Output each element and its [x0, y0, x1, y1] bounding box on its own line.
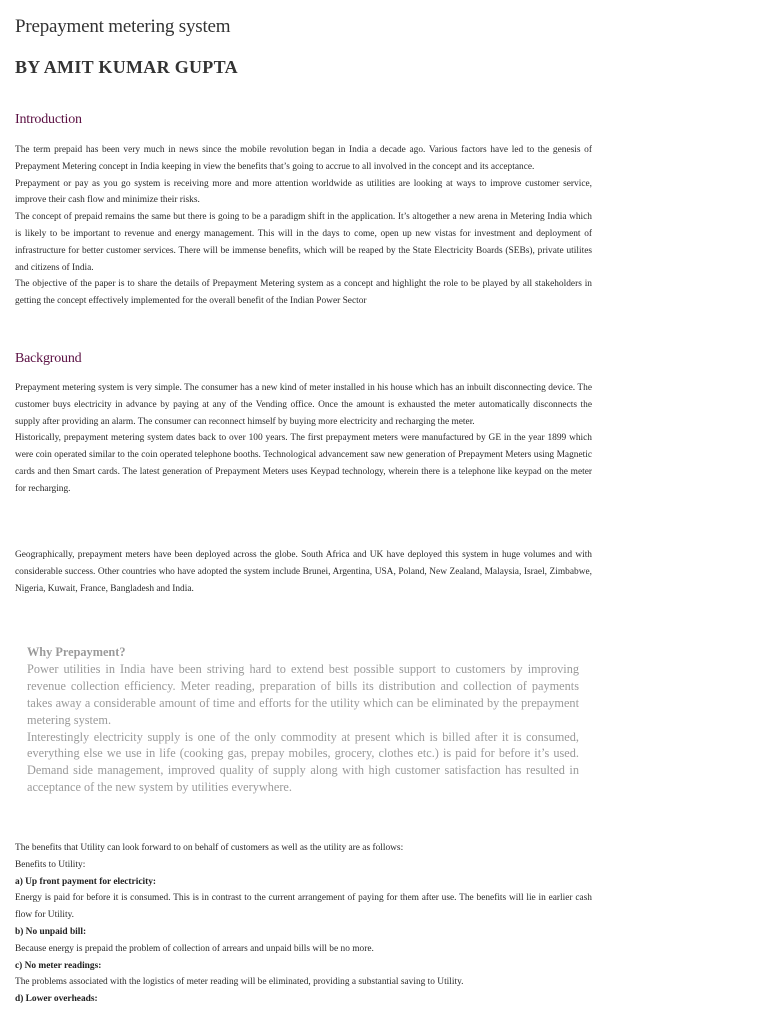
- background-heading: Background: [15, 351, 82, 366]
- benefit-title: b) No unpaid bill:: [15, 926, 87, 937]
- background-paragraph: Historically, prepayment metering system dates back to over 100 years. The first prepayment meters were manufactured by GE in the year 1899 which were coin operated similar to the coin operated telephone booths. Technological advancement saw new generation of Prepayment Meters using Magnetic cards and then Smart cards. The latest generation of Prepayment Meters uses Keypad technology, wherein there is a telephone like keypad on the meter for recharging.: [15, 433, 592, 494]
- introduction-paragraph: The concept of prepaid remains the same but there is going to be a paradigm shift in the application. It’s altogether a new arena in Metering India which is likely to be important to revenue and energy management. This will in the days to come, open up new vistas for investment and deployment of infrastructure for better customer services. There will be immense benefits, which will be reaped by the State Electricity Boards (SEBs), private utilites and citizens of India.: [15, 212, 592, 273]
- introduction-section: [15, 142, 592, 310]
- document-title: Prepayment metering system: [15, 16, 231, 37]
- introduction-paragraph: Prepayment or pay as you go system is receiving more and more attention worldwide as utilities are looking at ways to improve customer service, improve their cash flow and minimize their risks.: [15, 178, 592, 206]
- introduction-heading: Introduction: [15, 112, 82, 127]
- benefit-title: c) No meter readings:: [15, 960, 102, 971]
- introduction-paragraph: The objective of the paper is to share the details of Prepayment Metering system as a concept and highlight the role to be played by all stakeholders in getting the concept effectively implemented for the overall benefit of the Indian Power Sector: [15, 279, 592, 307]
- background-section: [15, 380, 592, 498]
- benefit-text: Energy is paid for before it is consumed. This is in contrast to the current arrangement of paying for them after use. The benefits will lie in earlier cash flow for Utility.: [15, 893, 592, 921]
- benefit-title: a) Up front payment for electricity:: [15, 876, 157, 887]
- why-prepayment-heading: Why Prepayment?: [27, 645, 126, 659]
- why-prepayment-section: [27, 644, 579, 796]
- benefits-subheading: Benefits to Utility:: [15, 859, 86, 870]
- introduction-paragraph: The term prepaid has been very much in news since the mobile revolution began in India a decade ago. Various factors have led to the genesis of Prepayment Metering concept in India keeping in view the benefits that’s going to accrue to all involved in the concept and its acceptance.: [15, 145, 592, 172]
- why-prepayment-paragraph: Interestingly electricity supply is one of the only commodity at present which is billed after it is consumed, everything else we use in life (cooking gas, prepay mobiles, grocery, clothes etc.) is paid for before it’s used. Demand side management, improved quality of supply along with high customer satisfaction has resulted in acceptance of the new system by utilities everywhere.: [27, 729, 579, 795]
- benefits-section: [15, 840, 592, 1008]
- author-byline: BY AMIT KUMAR GUPTA: [15, 57, 238, 77]
- benefit-title: d) Lower overheads:: [15, 994, 98, 1005]
- benefit-text: Because energy is prepaid the problem of collection of arrears and unpaid bills will be no more.: [15, 943, 374, 954]
- why-prepayment-paragraph: Power utilities in India have been striving hard to extend best possible support to customers by improving revenue collection efficiency. Meter reading, preparation of bills its distribution and collection of payments takes away a considerable amount of time and efforts for the utility which can be eliminated by the prepayment metering system.: [27, 661, 579, 727]
- benefits-intro: The benefits that Utility can look forward to on behalf of customers as well as the utility are as follows:: [15, 843, 404, 853]
- background-paragraph: Geographically, prepayment meters have been deployed across the globe. South Africa and UK have deployed this system in huge volumes and with considerable success. Other countries who have adopted the system include Brunei, Argentina, USA, Poland, New Zealand, Malaysia, Israel, Zimbabwe, Nigeria, Kuwait, France, Bangladesh and India.: [15, 550, 592, 594]
- benefit-text: The problems associated with the logistics of meter reading will be eliminated, providing a substantial saving to Utility.: [15, 977, 464, 988]
- background-paragraph: Prepayment metering system is very simple. The consumer has a new kind of meter installed in his house which has an inbuilt disconnecting device. The customer buys electricity in advance by paying at any of the Vending office. Once the amount is exhausted the meter automatically disconnects the supply after providing an alarm. The consumer can reconnect himself by buying more electricity and recharging the meter.: [15, 383, 592, 427]
- geography-section: [15, 547, 592, 597]
